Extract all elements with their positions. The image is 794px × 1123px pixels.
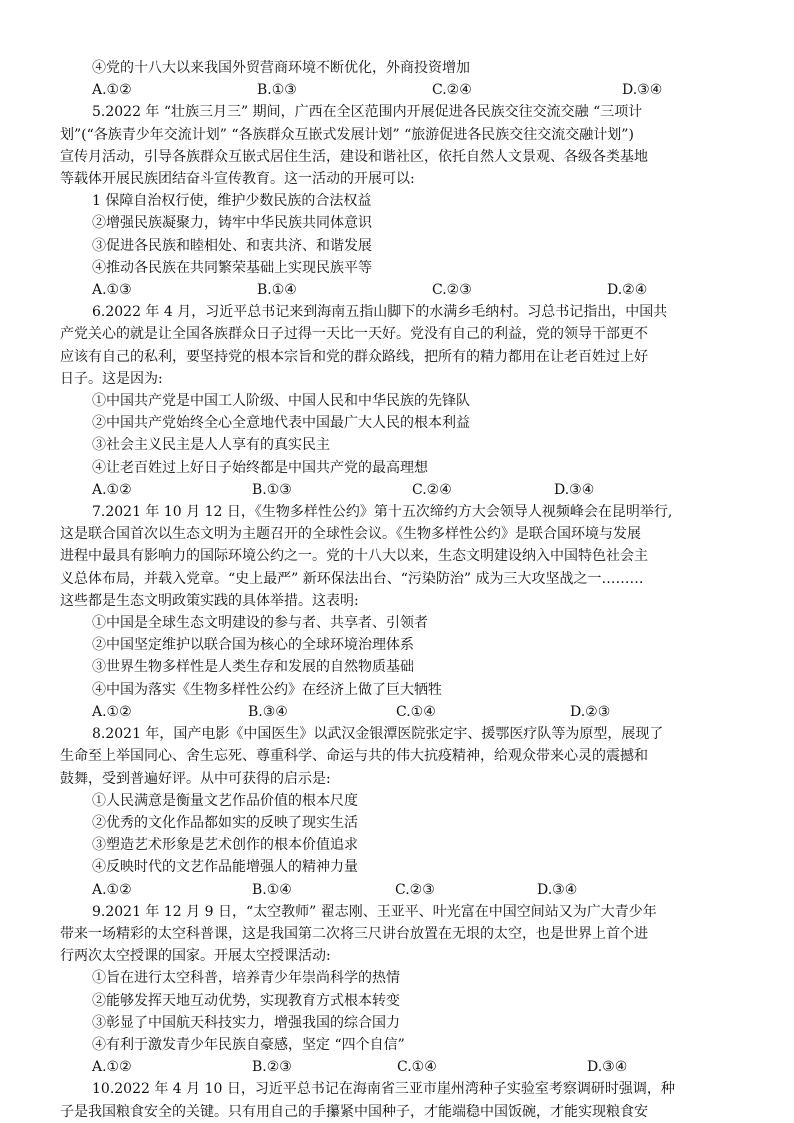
- statement: 1 保障自治权行使，维护少数民族的合法权益: [92, 193, 372, 210]
- option-a[interactable]: A.①②: [92, 1059, 132, 1076]
- statement: ②优秀的文化作品都如实的反映了现实生活: [92, 814, 358, 831]
- option-d[interactable]: D.③④: [537, 881, 578, 898]
- answer-options: [88, 701, 762, 723]
- option-b[interactable]: B.①④: [252, 881, 292, 898]
- question-stem-line: 等载体开展民族团结奋斗宣传教育。这一活动的开展可以:: [60, 171, 415, 188]
- question-stem-line: 8.2021 年，国产电影《中国医生》以武汉金银潭医院张定宇、援鄂医疗队等为原型，展现了: [92, 726, 664, 743]
- question-stem-line: 9.2021 年 12 月 9 日，“太空教师” 翟志刚、王亚平、叶光富在中国空间站又为广大青少年: [92, 903, 657, 920]
- question-stem-line: 划”(“各族青少年交流计划” “各族群众互嵌式发展计划” “旅游促进各民族交往交流交融计划”): [60, 126, 634, 143]
- statement: ④反映时代的文艺作品能增强人的精神力量: [92, 859, 358, 876]
- option-d[interactable]: D.③④: [554, 481, 595, 498]
- statement: ②增强民族凝聚力，铸牢中华民族共同体意识: [92, 215, 372, 232]
- statement: ①旨在进行太空科普，培养青少年崇尚科学的热情: [92, 970, 400, 987]
- statement: ①中国共产党是中国工人阶级、中国人民和中华民族的先锋队: [92, 393, 470, 410]
- option-a[interactable]: A.①②: [92, 481, 132, 498]
- statement: ①人民满意是衡量文艺作品价值的根本尺度: [92, 792, 358, 809]
- option-c[interactable]: C.②④: [412, 481, 452, 498]
- option-b[interactable]: B.①③: [252, 481, 292, 498]
- statement: ③彰显了中国航天科技实力，增强我国的综合国力: [92, 1014, 400, 1031]
- option-d[interactable]: D.③④: [587, 1059, 628, 1076]
- question-stem-line: 6.2022 年 4 月，习近平总书记来到海南五指山脚下的水满乡毛纳村。习总书记指出，中国共: [92, 304, 668, 321]
- question-stem-line: 10.2022 年 4 月 10 日，习近平总书记在海南省三亚市崖州湾种子实验室考察调研时强调，种: [92, 1081, 675, 1098]
- statement: ④党的十八大以来我国外贸营商环境不断优化，外商投资增加: [92, 60, 470, 76]
- question-stem-line: 行两次太空授课的国家。开展太空授课活动:: [60, 948, 331, 965]
- option-d[interactable]: D.③④: [622, 82, 663, 99]
- question-7: [60, 501, 762, 723]
- question-stem-line: 日子。这是因为:: [60, 370, 163, 387]
- statement: ③社会主义民主是人人享有的真实民主: [92, 437, 330, 454]
- statement: ④中国为落实《生物多样性公约》在经济上做了巨大牺牲: [92, 681, 442, 698]
- statement: ①中国是全球生态文明建设的参与者、共享者、引领者: [92, 615, 428, 632]
- statement: ②能够发挥天地互动优势，实现教育方式根本转变: [92, 992, 400, 1009]
- statement: ④有利于激发青少年民族自豪感，坚定 “四个自信”: [92, 1036, 405, 1053]
- option-d[interactable]: D.②④: [607, 282, 648, 299]
- statement: ④让老百姓过上好日子始终都是中国共产党的最高理想: [92, 459, 428, 476]
- question-stem-line: 义总体布局，并载入党章。“史上最严” 新环保法出台、“污染防治” 成为三大攻坚战之一………: [60, 570, 644, 587]
- option-d[interactable]: D.②③: [570, 703, 611, 720]
- option-a[interactable]: A.①②: [92, 881, 132, 898]
- option-b[interactable]: B.③④: [248, 703, 288, 720]
- question-stem-line: 产党关心的就是让全国各族群众日子过得一天比一天好。党没有自己的利益，党的领导干部更不: [60, 326, 648, 343]
- option-b[interactable]: B.②③: [252, 1059, 292, 1076]
- option-b[interactable]: B.①③: [257, 82, 297, 99]
- question-4-tail: [88, 57, 762, 101]
- question-stem-line: 鼓舞，受到普遍好评。从中可获得的启示是:: [60, 770, 331, 787]
- question-stem-line: 这是联合国首次以生态文明为主题召开的全球性会议。《生物多样性公约》是联合国环境与发展: [60, 526, 641, 543]
- question-stem-line: 带来一场精彩的太空科普课，这是我国第二次将三尺讲台放置在无垠的太空，也是世界上首个进: [60, 925, 648, 942]
- question-stem-line: 生命至上举国同心、舍生忘死、尊重科学、命运与共的伟大抗疫精神，给观众带来心灵的震撼和: [60, 748, 648, 765]
- statement: ②中国共产党始终全心全意地代表中国最广大人民的根本利益: [92, 415, 470, 432]
- answer-options: [88, 479, 762, 501]
- statement: ③世界生物多样性是人类生存和发展的自然物质基础: [92, 659, 414, 676]
- question-stem-line: 这些都是生态文明政策实践的具体举措。这表明:: [60, 592, 359, 609]
- question-10: [60, 1078, 762, 1122]
- question-5: [60, 101, 762, 301]
- statement: ③塑造艺术形象是艺术创作的根本价值追求: [92, 837, 358, 854]
- question-stem-line: 应该有自己的私利，要坚持党的根本宗旨和党的群众路线，把所有的精力都用在让老百姓过上好: [60, 348, 648, 365]
- option-a[interactable]: A.①③: [92, 282, 132, 299]
- option-a[interactable]: A.①②: [92, 82, 132, 99]
- question-stem-line: 5.2022 年 “壮族三月三” 期间，广西在全区范围内开展促进各民族交往交流交融 “三项计: [92, 104, 643, 121]
- question-stem-line: 宣传月活动，引导各族群众互嵌式居住生活，建设和谐社区，依托自然人文景观、各级各类基地: [60, 148, 648, 165]
- answer-options: [88, 1056, 762, 1078]
- question-6: [60, 301, 762, 501]
- question-9: [60, 901, 762, 1079]
- question-stem-line: 进程中最具有影响力的国际环境公约之一。党的十八大以来，生态文明建设纳入中国特色社会主: [60, 548, 648, 565]
- option-c[interactable]: C.①④: [397, 1059, 437, 1076]
- option-a[interactable]: A.①②: [92, 703, 132, 720]
- statement: ②中国坚定维护以联合国为核心的全球环境治理体系: [92, 637, 414, 654]
- answer-options: [88, 279, 762, 301]
- option-c[interactable]: C.②③: [395, 881, 435, 898]
- question-8: [60, 723, 762, 901]
- question-stem-line: 子是我国粮食安全的关键。只有用自己的手攥紧中国种子，才能端稳中国饭碗，才能实现粮食安: [60, 1103, 648, 1120]
- option-c[interactable]: C.①④: [396, 703, 436, 720]
- question-stem-line: 7.2021 年 10 月 12 日，《生物多样性公约》第十五次缔约方大会领导人视频峰会在昆明举行,: [92, 504, 673, 521]
- option-c[interactable]: C.②③: [432, 282, 472, 299]
- answer-options: [88, 79, 762, 101]
- answer-options: [88, 879, 762, 901]
- statement: ③促进各民族和睦相处、和衷共济、和谐发展: [92, 237, 372, 254]
- option-c[interactable]: C.②④: [432, 82, 472, 99]
- option-b[interactable]: B.①④: [257, 282, 297, 299]
- statement: ④推动各民族在共同繁荣基础上实现民族平等: [92, 259, 372, 276]
